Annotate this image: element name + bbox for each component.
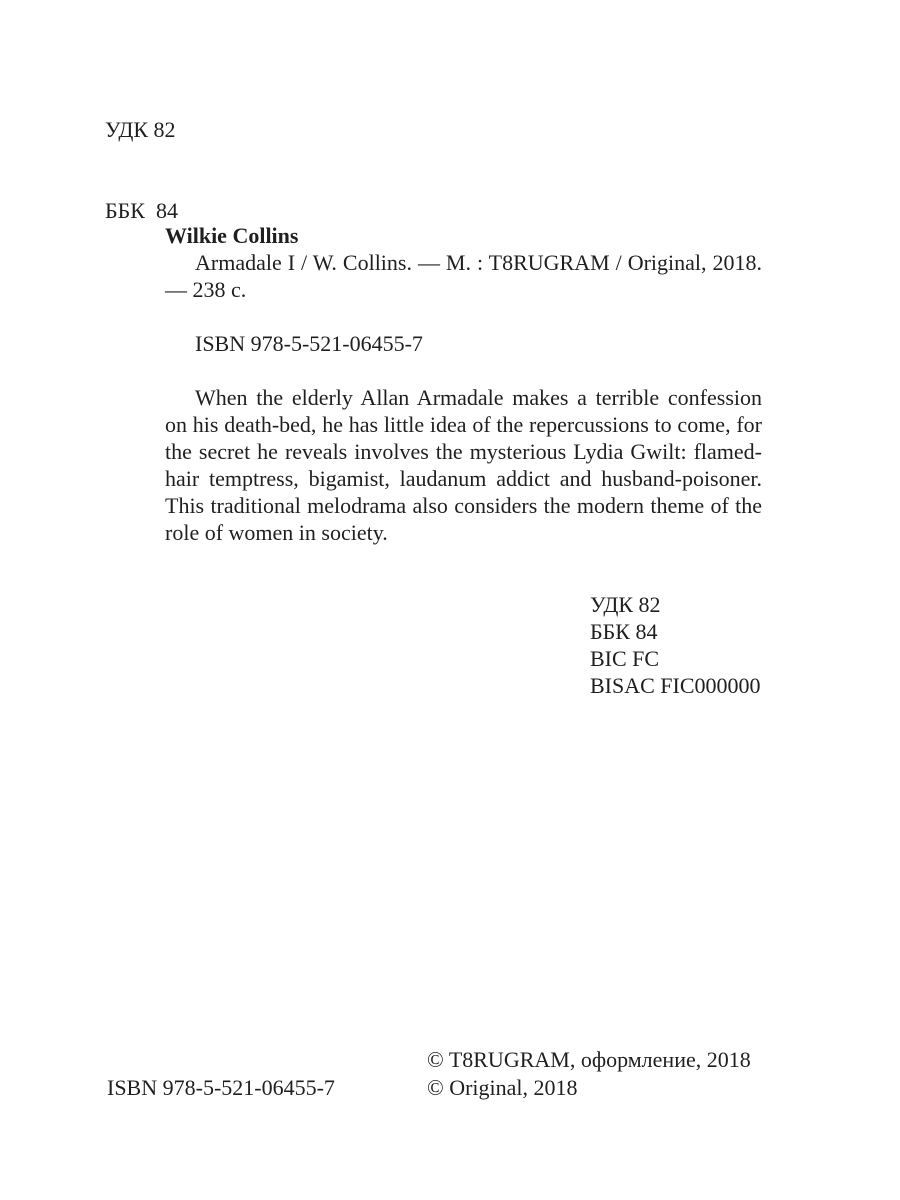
udk-code: УДК 82	[105, 117, 176, 142]
author-name: Wilkie Collins	[165, 223, 299, 248]
bibliographic-citation: Armadale I / W. Collins. — M. : T8RUGRAM / Original, 2018. — 238 с.	[165, 250, 762, 302]
classification-bic: BIC FC	[590, 646, 660, 671]
copyright-block	[427, 1046, 751, 1102]
bbk-code: ББК 84	[105, 198, 178, 223]
classification-udk: УДК 82	[590, 592, 661, 617]
bibliographic-block	[165, 222, 762, 546]
classification-bisac: BISAC FIC000000	[590, 673, 761, 698]
classification-block	[590, 591, 761, 699]
annotation-paragraph: When the elderly Allan Armadale makes a terrible confession on his death-bed, he has little idea of the repercussions to come, for the secret he reveals involves the mysterious Lydia Gwilt: flamed-hair temptress, bigamist, laudanum addict and husband-poisoner. This traditional melodrama also considers the modern theme of the role of women in society.	[165, 385, 762, 545]
copyright-original: © Original, 2018	[427, 1075, 578, 1100]
footer-isbn: ISBN 978-5-521-06455-7	[107, 1075, 335, 1100]
classification-bbk: ББК 84	[590, 619, 658, 644]
copyright-design: © T8RUGRAM, оформление, 2018	[427, 1047, 751, 1072]
isbn-line: ISBN 978-5-521-06455-7	[195, 331, 423, 356]
